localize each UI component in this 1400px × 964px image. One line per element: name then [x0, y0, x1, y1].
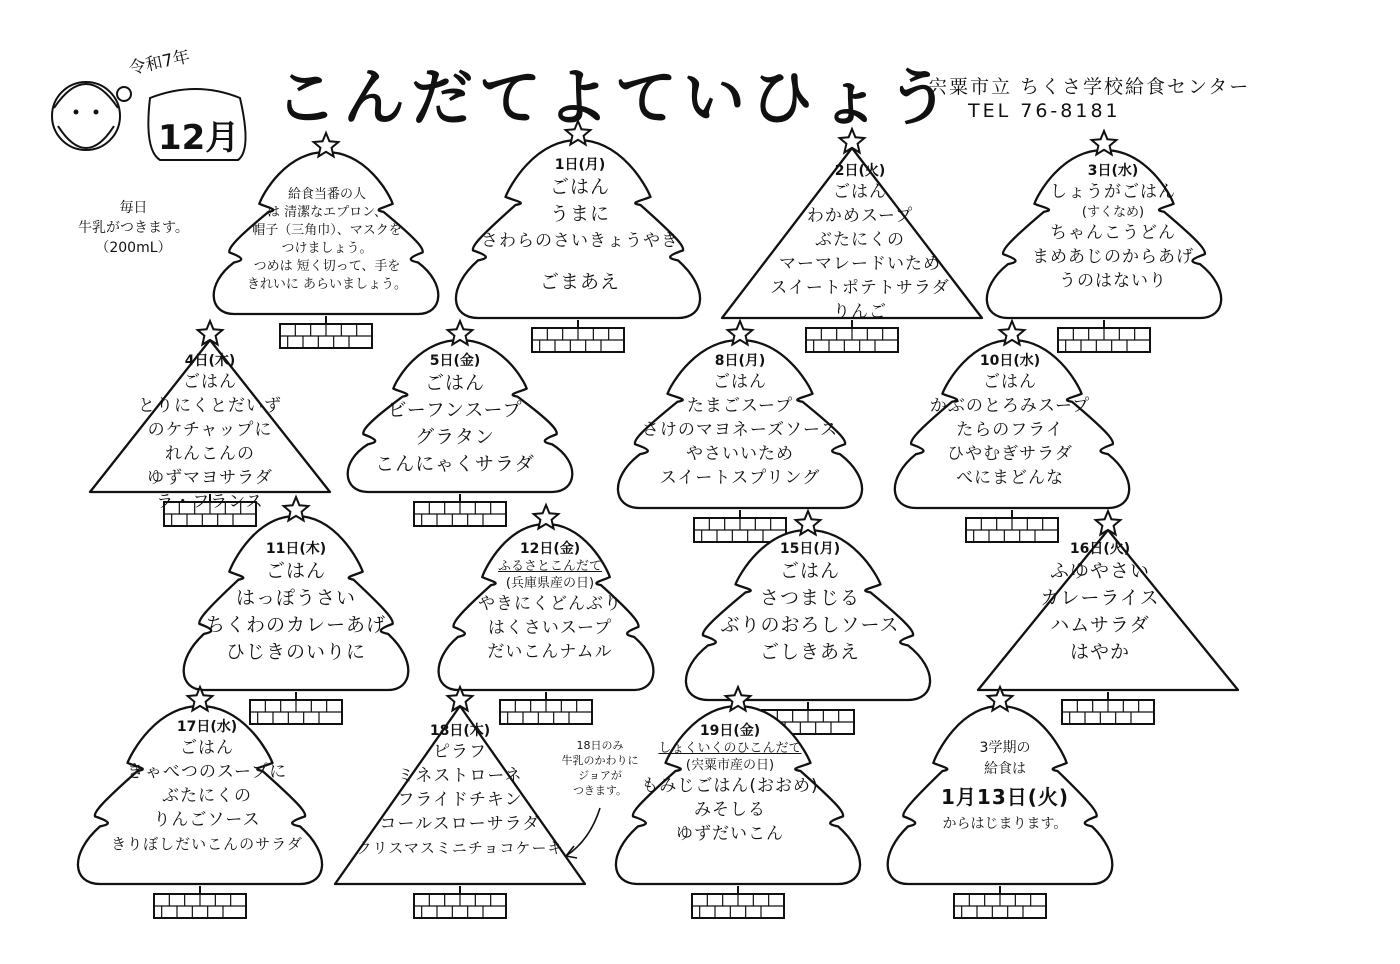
- duty-note-line: つけましょう。: [281, 241, 373, 256]
- menu-item: (すくなめ): [1081, 205, 1145, 220]
- notice-line: からはじまります。: [942, 816, 1068, 832]
- menu-item: ごまあえ: [539, 271, 620, 293]
- menu-item: うまに: [549, 203, 610, 225]
- menu-day-16: [1000, 540, 1200, 666]
- menu-day-8: [630, 352, 850, 490]
- duty-note-line: 帽子（三角巾）、マスクを: [252, 223, 402, 238]
- menu-date: 16日(火): [1069, 541, 1131, 557]
- note-18-line: つきます。: [572, 784, 628, 797]
- menu-item: ごはん: [265, 560, 326, 582]
- menu-date: 3日(水): [1087, 163, 1139, 179]
- menu-day-17: [92, 718, 322, 856]
- menu-item: コールスローサラダ: [379, 814, 541, 834]
- menu-item: ごはん: [779, 560, 840, 582]
- milk-note: [78, 198, 189, 258]
- menu-day-10: [910, 352, 1110, 490]
- menu-date: 8日(月): [714, 353, 766, 369]
- menu-day-15: [700, 540, 920, 666]
- menu-item: はやか: [1069, 641, 1130, 663]
- menu-day-19: [620, 722, 840, 846]
- menu-date: 12日(金): [519, 541, 581, 557]
- menu-item: はくさいスープ: [487, 618, 613, 638]
- phone-number: TEL 76-8181: [968, 100, 1121, 122]
- menu-item: ごはん: [713, 372, 767, 392]
- menu-item: クリスマスミニチョコケーキ: [356, 839, 564, 857]
- notice-line: 3学期の: [979, 740, 1031, 756]
- menu-date: 15日(月): [779, 541, 841, 557]
- menu-item: たまごスープ: [686, 396, 794, 416]
- menu-item: さつまじる: [759, 587, 860, 609]
- menu-item: べにまどんな: [956, 468, 1064, 488]
- duty-note-line: つめは 短く切って、手を: [253, 259, 401, 274]
- duty-note: [222, 186, 432, 294]
- note-18-line: ジョアが: [578, 769, 622, 782]
- menu-subtitle: ふるさとこんだて: [497, 559, 602, 574]
- note-18-line: 牛乳のかわりに: [561, 754, 639, 767]
- menu-item: ひやむぎサラダ: [947, 444, 1073, 464]
- menu-item: たらのフライ: [956, 420, 1064, 440]
- menu-item: ごはん: [180, 738, 234, 758]
- menu-date: 19日(金): [699, 723, 761, 739]
- menu-date: 11日(木): [265, 541, 327, 557]
- menu-item: とりにくとだいず: [138, 396, 282, 416]
- menu-subtitle: しょくいくのひこんだて: [658, 741, 802, 756]
- menu-item: カレーライス: [1040, 587, 1160, 609]
- menu-item: うのはないり: [1059, 271, 1167, 291]
- menu-item: ちくわのカレーあげ: [205, 614, 386, 636]
- menu-date: 5日(金): [429, 353, 481, 369]
- menu-item: しょうがごはん: [1050, 182, 1176, 202]
- menu-item: ぶたにくの: [162, 786, 252, 806]
- menu-item: やさいいため: [686, 444, 794, 464]
- menu-item: もみじごはん(おおめ): [641, 776, 819, 796]
- menu-date: 17日(水): [176, 719, 238, 735]
- menu-item: りんご: [833, 302, 887, 322]
- menu-item: りんごソース: [153, 810, 261, 830]
- menu-item: さわらのさいきょうやき: [481, 231, 679, 251]
- page-title: こんだてよていひょう: [275, 61, 956, 134]
- menu-item: みそしる: [694, 800, 766, 820]
- menu-item: ごはん: [424, 372, 485, 394]
- milk-note-line: 毎日: [119, 200, 148, 216]
- menu-item: ふゆやさい: [1049, 560, 1150, 582]
- menu-item: やきにくどんぶり: [478, 594, 622, 614]
- menu-item: ごはん: [183, 372, 237, 392]
- menu-day-18: [340, 722, 580, 860]
- menu-item: れんこんの: [165, 444, 255, 464]
- menu-day-12: [450, 540, 650, 664]
- duty-note-line: きれいに あらいましょう。: [246, 277, 408, 292]
- menu-day-1: [470, 156, 690, 296]
- notice-date: 1月13日(火): [940, 785, 1070, 809]
- menu-item: はっぽうさい: [235, 587, 356, 609]
- menu-item: グラタン: [415, 426, 495, 448]
- menu-subtitle: (兵庫県産の日): [505, 576, 595, 591]
- era-label: 令和7年: [127, 46, 192, 80]
- menu-item: ミネストローネ: [397, 766, 523, 786]
- menu-date: 4日(木): [184, 353, 236, 369]
- menu-item: ビーフンスープ: [387, 399, 523, 421]
- menu-item: ゆずマヨサラダ: [147, 468, 273, 488]
- menu-day-3: [1008, 162, 1218, 293]
- menu-day-4: [110, 352, 310, 514]
- menu-item: ごはん: [983, 372, 1037, 392]
- duty-note-line: は 清潔なエプロン、: [266, 205, 388, 220]
- menu-item: だいこんナムル: [487, 642, 613, 662]
- milk-note-line: 牛乳がつきます。: [78, 220, 189, 236]
- center-name: 宍粟市立 ちくさ学校給食センター: [928, 76, 1251, 98]
- menu-item: スイートスプリング: [659, 468, 821, 488]
- menu-item: ラ・フランス: [156, 492, 264, 512]
- menu-date: 1日(月): [554, 157, 606, 173]
- menu-item: きゃべつのスープに: [126, 762, 288, 782]
- menu-day-11: [196, 540, 396, 666]
- menu-item: スイートポテトサラダ: [770, 278, 950, 298]
- next-term-notice: [905, 738, 1105, 835]
- milk-note-line: （200mL）: [95, 240, 172, 256]
- menu-day-2: [740, 162, 980, 324]
- menu-item: のケチャップに: [147, 420, 273, 440]
- note-18-line: 18日のみ: [576, 739, 624, 752]
- menu-item: ちゃんこうどん: [1050, 223, 1176, 243]
- menu-item: ハムサラダ: [1050, 614, 1150, 636]
- menu-item: こんにゃくサラダ: [375, 453, 535, 475]
- menu-subtitle: (宍粟市産の日): [685, 758, 775, 773]
- menu-item: まめあじのからあげ: [1032, 247, 1194, 267]
- menu-item: ごはん: [549, 176, 610, 198]
- menu-item: マーマレードいため: [779, 254, 941, 274]
- menu-item: ぶりのおろしソース: [720, 614, 900, 636]
- menu-item: きりぼしだいこんのサラダ: [111, 835, 303, 853]
- menu-date: 2日(火): [834, 163, 886, 179]
- menu-date: 18日(木): [429, 723, 491, 739]
- menu-date: 10日(水): [979, 353, 1041, 369]
- menu-item: かぶのとろみスープ: [929, 396, 1091, 416]
- menu-item: ゆずだいこん: [676, 824, 784, 844]
- menu-item: ぶたにくの: [815, 230, 905, 250]
- menu-item: ひじきのいりに: [225, 641, 366, 663]
- menu-item: ごしきあえ: [759, 641, 860, 663]
- menu-item: さけのマヨネーズソース: [641, 420, 839, 440]
- notice-line: 給食は: [984, 761, 1026, 777]
- menu-day-5: [355, 352, 555, 478]
- menu-item: フライドチキン: [397, 790, 523, 810]
- menu-item: わかめスープ: [806, 206, 914, 226]
- menu-item: ピラフ: [433, 742, 487, 762]
- month-label: 12月: [158, 118, 240, 158]
- duty-note-line: 給食当番の人: [287, 187, 366, 202]
- menu-item: ごはん: [833, 182, 887, 202]
